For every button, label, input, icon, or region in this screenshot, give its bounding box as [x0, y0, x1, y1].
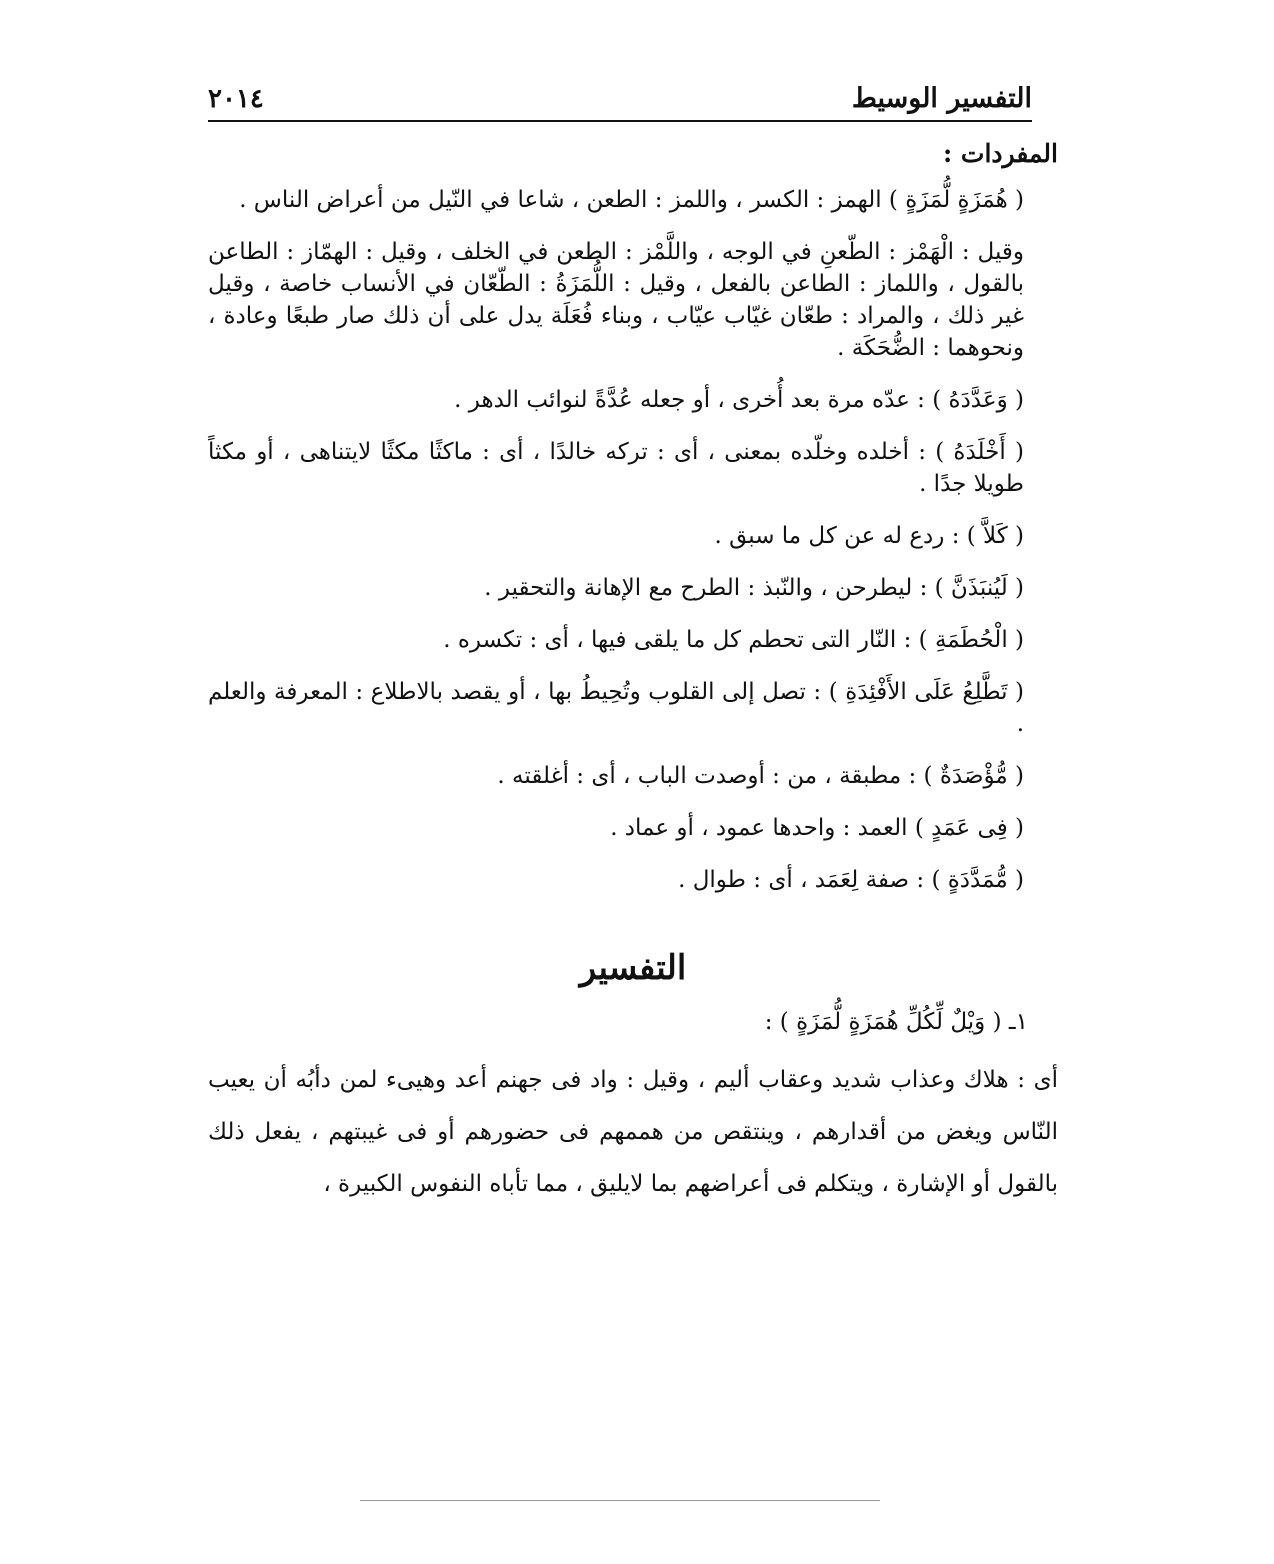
- vocab-entry-amad: ( فِى عَمَدٍ ) العمد : واحدها عمود ، أو عماد .: [610, 815, 1024, 841]
- footer-rule: [360, 1500, 880, 1501]
- verse-1: ١ـ ( وَيْلٌ لِّكُلِّ هُمَزَةٍ لُّمَزَةٍ ) :: [764, 1009, 1028, 1035]
- vocab-entry-addadahu: ( وَعَدَّدَهُ ) : عدّه مرة بعد أُخرى ، أو جعله عُدَّةً لنوائب الدهر .: [454, 387, 1024, 413]
- vocab-entry-kalla: ( كَلاَّ ) : ردع له عن كل ما سبق .: [714, 523, 1024, 549]
- page-number: ٢٠١٤: [208, 84, 264, 114]
- vocab-entry-yunbadhanna: ( لَيُنبَذَنَّ ) : ليطرحن ، والنّبذ : الطرح مع الإهانة والتحقير .: [484, 575, 1024, 601]
- vocab-entry-tattaliu: ( تَطَّلِعُ عَلَى الأَفْئِدَةِ ) : تصل إلى القلوب وتُحِيطُ بها ، أو يقصد بالاطلاع : المعرفة والعلم .: [208, 679, 1024, 737]
- vocab-entry-akhladahu: ( أَخْلَدَهُ ) : أخلده وخلّده بمعنى ، أى : تركه خالدًا ، أى : ماكثًا مكثًا لايتناهى ، أو مكثاً طويلا جدًا .: [208, 439, 1024, 497]
- vocab-entry-hutamah: ( الْحُطَمَةِ ) : النّار التى تحطم كل ما يلقى فيها ، أى : تكسره .: [443, 627, 1024, 653]
- vocab-entry-musadah: ( مُّؤْصَدَةٌ ) : مطبقة ، من : أوصدت الباب ، أى : أغلقته .: [497, 763, 1024, 789]
- vocab-entry-hamazah: ( هُمَزَةٍ لُّمَزَةٍ ) الهمز : الكسر ، واللمز : الطعن ، شاعا في النّيل من أعراض الناس .: [239, 187, 1024, 213]
- vocab-entry-mumaddadah: ( مُّمَدَّدَةٍ ) : صفة لِعَمَد ، أى : طوال .: [678, 867, 1024, 893]
- book-title: التفسير الوسيط: [851, 83, 1032, 114]
- vocab-heading: المفردات :: [942, 139, 1058, 168]
- tafsir-paragraph: أى : هلاك وعذاب شديد وعقاب أليم ، وقيل : واد فى جهنم أعد وهيىء لمن دأبُه أن يعيب النّاس ويغض من أقدارهم ، وينتقص من هممهم فى حضورهم أو فى غيبتهم ، يفعل ذلك بالقول أو الإشارة ، ويتكلم فى أعراضهم بما لايليق ، مما تأباه النفوس الكبيرة ،: [208, 1067, 1058, 1197]
- page-header: [208, 70, 1032, 122]
- tafsir-heading: التفسير: [579, 948, 687, 988]
- page-content: [208, 132, 1058, 1210]
- vocab-paragraph-explanation: وقيل : الْهَمْز : الطّعنِ في الوجه ، واللَّمْز : الطعن في الخلف ، وقيل : الهمّاز : الطاعن بالقول ، واللماز : الطاعن بالفعل ، وقيل : اللُّمَزَةُ : الطّعّان في الأنساب خاصة ، وقيل غير ذلك ، والمراد : طعّان غيّاب عيّاب ، وبناء فُعَلَة يدل على أن ذلك صار طبعًا وعادة ، ونحوهما : الضُّحَكَة .: [208, 239, 1024, 361]
